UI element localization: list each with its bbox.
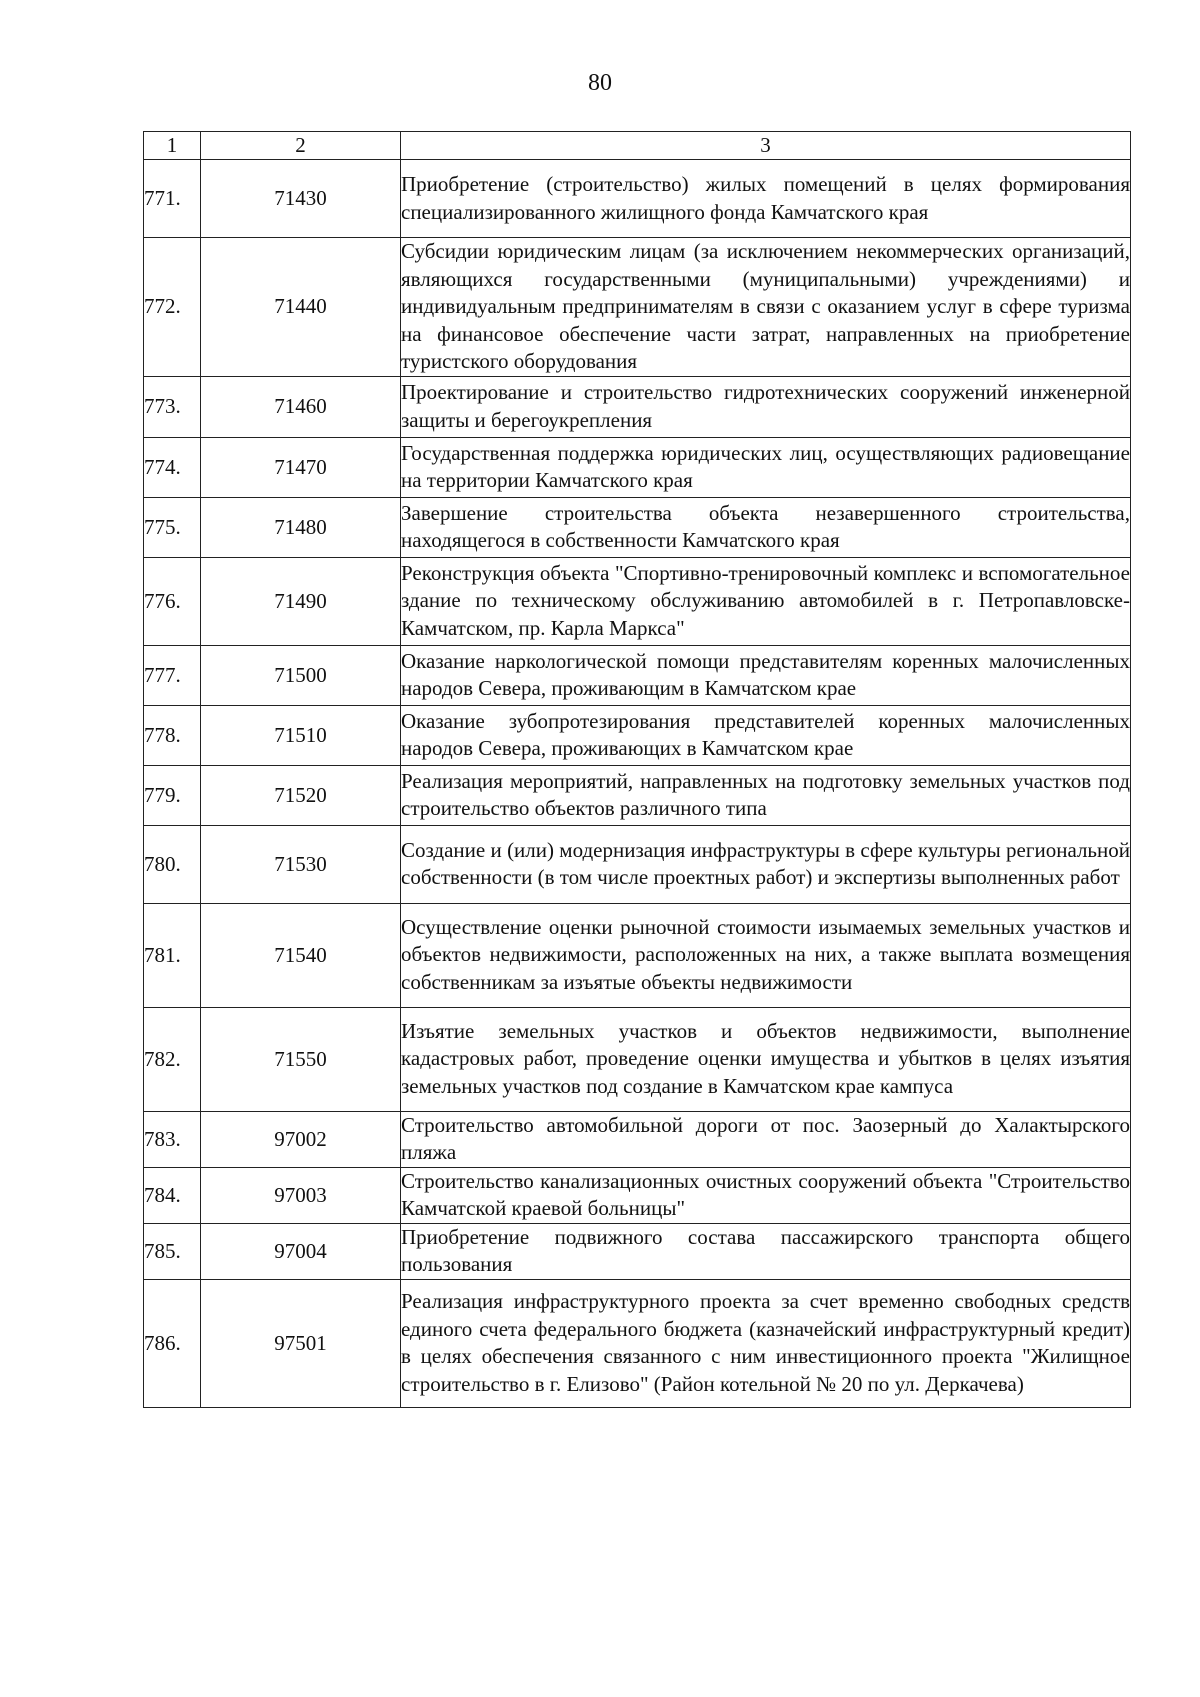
row-number: 773. — [144, 376, 201, 437]
table-row — [144, 1111, 1131, 1167]
expense-description: Изъятие земельных участков и объектов недвижимости, выполнение кадастровых работ, проведение оценки имущества и убытков в целях изъятия земельных участков под создание в Камчатском крае кампуса — [401, 1007, 1131, 1111]
row-number: 784. — [144, 1167, 201, 1223]
row-number: 780. — [144, 825, 201, 903]
budget-code: 97002 — [201, 1111, 401, 1167]
column-header-3: 3 — [401, 132, 1131, 160]
table-row — [144, 903, 1131, 1007]
budget-code: 71470 — [201, 437, 401, 497]
column-header-2: 2 — [201, 132, 401, 160]
table-row — [144, 160, 1131, 238]
expense-description: Реализация мероприятий, направленных на подготовку земельных участков под строительство объектов различного типа — [401, 765, 1131, 825]
row-number: 777. — [144, 645, 201, 705]
row-number: 771. — [144, 160, 201, 238]
table-row — [144, 1279, 1131, 1407]
budget-code: 71530 — [201, 825, 401, 903]
page-number: 80 — [588, 70, 612, 96]
budget-codes-table — [143, 131, 1131, 1408]
row-number: 786. — [144, 1279, 201, 1407]
budget-code: 71550 — [201, 1007, 401, 1111]
expense-description: Оказание зубопротезирования представителей коренных малочисленных народов Севера, проживающих в Камчатском крае — [401, 705, 1131, 765]
row-number: 779. — [144, 765, 201, 825]
expense-description: Субсидии юридическим лицам (за исключением некоммерческих организаций, являющихся государственными (муниципальными) учреждениями) и индивидуальным предпринимателям в связи с оказанием услуг в сфере туризма на финансовое обеспечение части затрат, направленных на приобретение туристского оборудования — [401, 238, 1131, 377]
row-number: 775. — [144, 497, 201, 557]
row-number: 782. — [144, 1007, 201, 1111]
expense-description: Реализация инфраструктурного проекта за счет временно свободных средств единого счета федерального бюджета (казначейский инфраструктурный кредит) в целях обеспечения связанного с ним инвестиционного проекта "Жилищное строительство в г. Елизово" (Район котельной № 20 по ул. Деркачева) — [401, 1279, 1131, 1407]
row-number: 776. — [144, 557, 201, 645]
row-number: 781. — [144, 903, 201, 1007]
budget-code: 97003 — [201, 1167, 401, 1223]
table-row — [144, 765, 1131, 825]
table-row — [144, 497, 1131, 557]
budget-code: 71440 — [201, 238, 401, 377]
budget-code: 71520 — [201, 765, 401, 825]
expense-description: Реконструкция объекта "Спортивно-тренировочный комплекс и вспомогательное здание по техническому обслуживанию автомобилей в г. Петропавловске-Камчатском, пр. Карла Маркса" — [401, 557, 1131, 645]
budget-code: 97501 — [201, 1279, 401, 1407]
row-number: 772. — [144, 238, 201, 377]
expense-description: Осуществление оценки рыночной стоимости изымаемых земельных участков и объектов недвижимости, расположенных на них, а также выплата возмещения собственникам за изъятые объекты недвижимости — [401, 903, 1131, 1007]
expense-description: Приобретение подвижного состава пассажирского транспорта общего пользования — [401, 1223, 1131, 1279]
column-header-1: 1 — [144, 132, 201, 160]
row-number: 774. — [144, 437, 201, 497]
table-row — [144, 705, 1131, 765]
row-number: 783. — [144, 1111, 201, 1167]
budget-code: 97004 — [201, 1223, 401, 1279]
budget-code: 71480 — [201, 497, 401, 557]
expense-description: Строительство автомобильной дороги от пос. Заозерный до Халактырского пляжа — [401, 1111, 1131, 1167]
expense-description: Приобретение (строительство) жилых помещений в целях формирования специализированного жилищного фонда Камчатского края — [401, 160, 1131, 238]
budget-code: 71460 — [201, 376, 401, 437]
budget-code: 71540 — [201, 903, 401, 1007]
table-row — [144, 825, 1131, 903]
expense-description: Проектирование и строительство гидротехнических сооружений инженерной защиты и берегоукрепления — [401, 376, 1131, 437]
table-header-row — [144, 132, 1131, 160]
table-row — [144, 1223, 1131, 1279]
budget-code: 71510 — [201, 705, 401, 765]
expense-description: Оказание наркологической помощи представителям коренных малочисленных народов Севера, проживающим в Камчатском крае — [401, 645, 1131, 705]
table-row — [144, 557, 1131, 645]
expense-description: Создание и (или) модернизация инфраструктуры в сфере культуры региональной собственности (в том числе проектных работ) и экспертизы выполненных работ — [401, 825, 1131, 903]
table-row — [144, 645, 1131, 705]
expense-description: Государственная поддержка юридических лиц, осуществляющих радиовещание на территории Камчатского края — [401, 437, 1131, 497]
row-number: 785. — [144, 1223, 201, 1279]
table-row — [144, 437, 1131, 497]
expense-description: Строительство канализационных очистных сооружений объекта "Строительство Камчатской краевой больницы" — [401, 1167, 1131, 1223]
expense-description: Завершение строительства объекта незавершенного строительства, находящегося в собственности Камчатского края — [401, 497, 1131, 557]
table-row — [144, 1167, 1131, 1223]
row-number: 778. — [144, 705, 201, 765]
budget-code: 71430 — [201, 160, 401, 238]
table-row — [144, 376, 1131, 437]
budget-code: 71490 — [201, 557, 401, 645]
table-row — [144, 1007, 1131, 1111]
budget-code: 71500 — [201, 645, 401, 705]
table-row — [144, 238, 1131, 377]
